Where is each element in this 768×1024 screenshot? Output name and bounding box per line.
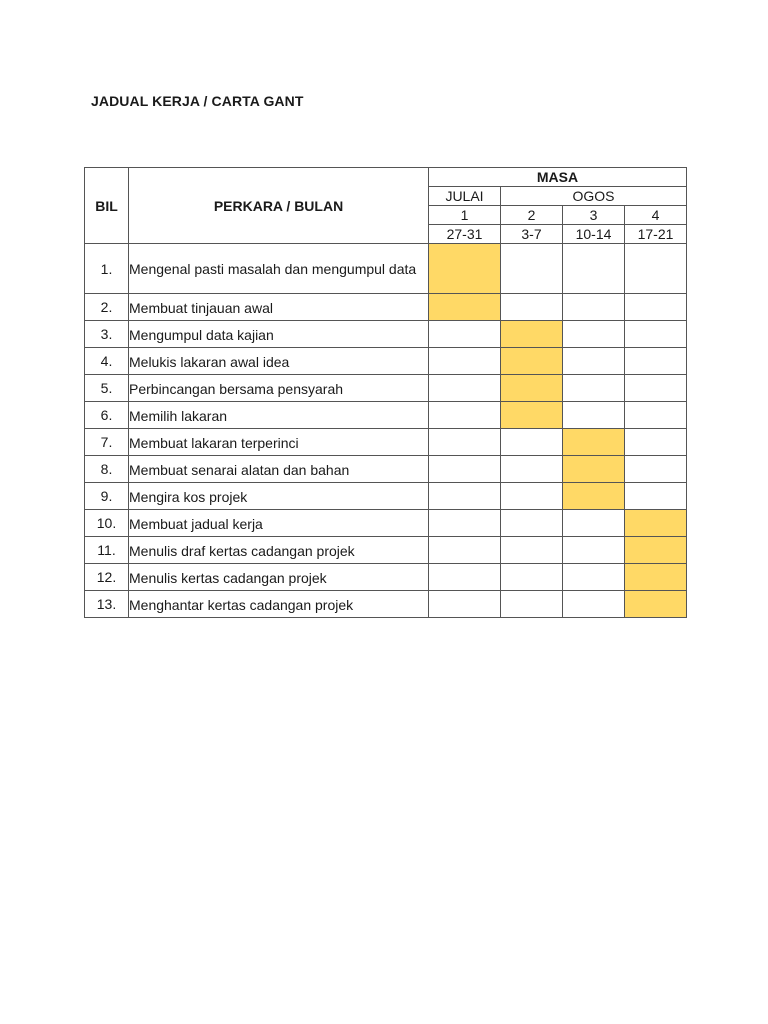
schedule-cell	[625, 348, 687, 375]
table-row	[85, 591, 687, 618]
schedule-cell	[501, 456, 563, 483]
task-number: 13.	[85, 591, 129, 618]
schedule-cell	[563, 244, 625, 294]
schedule-cell	[429, 591, 501, 618]
schedule-cell	[501, 510, 563, 537]
schedule-cell	[501, 429, 563, 456]
schedule-cell	[563, 294, 625, 321]
schedule-cell-active	[563, 483, 625, 510]
schedule-cell	[429, 564, 501, 591]
schedule-cell	[625, 244, 687, 294]
header-date-3: 10-14	[563, 225, 625, 244]
header-week-3: 3	[563, 206, 625, 225]
task-number: 9.	[85, 483, 129, 510]
schedule-cell	[625, 429, 687, 456]
schedule-cell	[501, 294, 563, 321]
schedule-cell-active	[625, 510, 687, 537]
table-row	[85, 375, 687, 402]
task-description: Mengumpul data kajian	[129, 321, 429, 348]
header-date-1: 27-31	[429, 225, 501, 244]
schedule-cell-active	[563, 429, 625, 456]
schedule-cell	[563, 564, 625, 591]
schedule-cell	[563, 591, 625, 618]
table-row	[85, 429, 687, 456]
header-date-2: 3-7	[501, 225, 563, 244]
task-description: Mengenal pasti masalah dan mengumpul data	[129, 244, 429, 294]
task-number: 5.	[85, 375, 129, 402]
task-list	[85, 244, 687, 618]
task-number: 10.	[85, 510, 129, 537]
schedule-cell	[429, 375, 501, 402]
header-month-julai: JULAI	[429, 187, 501, 206]
schedule-cell	[429, 402, 501, 429]
task-description: Membuat tinjauan awal	[129, 294, 429, 321]
task-description: Membuat senarai alatan dan bahan	[129, 456, 429, 483]
schedule-cell	[625, 375, 687, 402]
schedule-cell	[429, 456, 501, 483]
gantt-table	[84, 167, 687, 618]
schedule-cell-active	[501, 321, 563, 348]
header-date-4: 17-21	[625, 225, 687, 244]
header-week-2: 2	[501, 206, 563, 225]
task-number: 11.	[85, 537, 129, 564]
schedule-cell	[625, 483, 687, 510]
header-week-4: 4	[625, 206, 687, 225]
task-number: 7.	[85, 429, 129, 456]
task-description: Perbincangan bersama pensyarah	[129, 375, 429, 402]
task-description: Membuat lakaran terperinci	[129, 429, 429, 456]
task-number: 3.	[85, 321, 129, 348]
task-description: Menghantar kertas cadangan projek	[129, 591, 429, 618]
task-description: Memilih lakaran	[129, 402, 429, 429]
header-week-1: 1	[429, 206, 501, 225]
task-number: 6.	[85, 402, 129, 429]
header-masa: MASA	[429, 168, 687, 187]
schedule-cell	[625, 321, 687, 348]
schedule-cell-active	[429, 244, 501, 294]
table-row	[85, 456, 687, 483]
table-row	[85, 510, 687, 537]
schedule-cell	[429, 483, 501, 510]
header-month-ogos: OGOS	[501, 187, 687, 206]
schedule-cell-active	[501, 348, 563, 375]
schedule-cell-active	[563, 456, 625, 483]
schedule-cell	[501, 537, 563, 564]
table-row	[85, 483, 687, 510]
schedule-cell	[429, 429, 501, 456]
schedule-cell	[625, 294, 687, 321]
header-bil: BIL	[85, 168, 129, 244]
schedule-cell-active	[501, 402, 563, 429]
schedule-cell-active	[501, 375, 563, 402]
task-number: 4.	[85, 348, 129, 375]
schedule-cell	[563, 537, 625, 564]
schedule-cell	[429, 510, 501, 537]
schedule-cell	[625, 456, 687, 483]
table-row	[85, 537, 687, 564]
schedule-cell	[501, 564, 563, 591]
task-description: Menulis draf kertas cadangan projek	[129, 537, 429, 564]
task-number: 12.	[85, 564, 129, 591]
schedule-cell	[563, 321, 625, 348]
schedule-cell	[429, 348, 501, 375]
schedule-cell	[501, 244, 563, 294]
schedule-cell-active	[625, 537, 687, 564]
task-number: 1.	[85, 244, 129, 294]
schedule-cell	[501, 591, 563, 618]
schedule-cell-active	[429, 294, 501, 321]
schedule-cell	[563, 402, 625, 429]
schedule-cell	[625, 402, 687, 429]
task-description: Melukis lakaran awal idea	[129, 348, 429, 375]
header-perkara: PERKARA / BULAN	[129, 168, 429, 244]
schedule-cell	[429, 321, 501, 348]
table-row	[85, 564, 687, 591]
schedule-cell	[563, 510, 625, 537]
table-row	[85, 402, 687, 429]
table-row	[85, 348, 687, 375]
task-description: Membuat jadual kerja	[129, 510, 429, 537]
task-number: 2.	[85, 294, 129, 321]
table-row	[85, 244, 687, 294]
page-title: JADUAL KERJA / CARTA GANT	[91, 93, 304, 109]
task-description: Mengira kos projek	[129, 483, 429, 510]
table-row	[85, 321, 687, 348]
schedule-cell	[563, 348, 625, 375]
gantt-header	[85, 168, 687, 244]
schedule-cell-active	[625, 564, 687, 591]
schedule-cell	[429, 537, 501, 564]
schedule-cell	[563, 375, 625, 402]
schedule-cell	[501, 483, 563, 510]
task-description: Menulis kertas cadangan projek	[129, 564, 429, 591]
task-number: 8.	[85, 456, 129, 483]
table-row	[85, 294, 687, 321]
schedule-cell-active	[625, 591, 687, 618]
